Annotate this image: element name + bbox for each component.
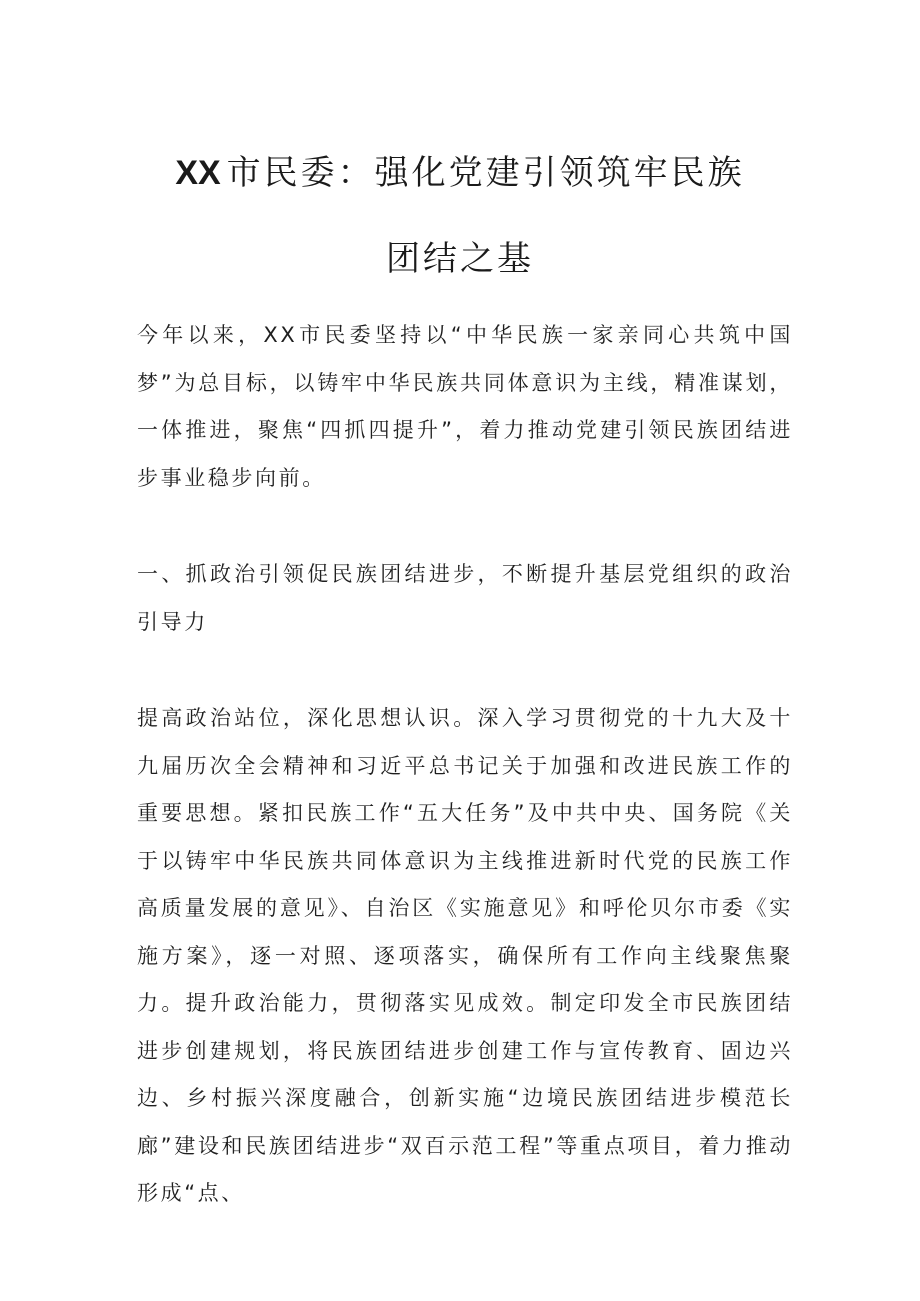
body-paragraph: 提高政治站位，深化思想认识。深入学习贯彻党的十九大及十九届历次全会精神和习近平总书记关于加强和改进民族工作的重要思想。紧扣民族工作“五大任务”及中共中央、国务院《关于以铸牢中华民族共同体意识为主线推进新时代党的民族工作高质量发展的意见》、自治区《实施意见》和呼伦贝尔市委《实施方案》，逐一对照、逐项落实，确保所有工作向主线聚焦聚力。提升政治能力，贯彻落实见成效。制定印发全市民族团结进步创建规划，将民族团结进步创建工作与宣传教育、固边兴边、乡村振兴深度融合，创新实施“边境民族团结进步模范长廊”建设和民族团结进步“双百示范工程”等重点项目，着力推动形成“点、 bbox=[137, 706, 793, 1205]
intro-paragraph: 今年以来，XX市民委坚持以“中华民族一家亲同心共筑中国梦”为总目标，以铸牢中华民族共同体意识为主线，精准谋划，一体推进，聚焦“四抓四提升”，着力推动党建引领民族团结进步事业稳步向前。 bbox=[137, 323, 793, 490]
title-line-1-text: 市民委：强化党建引领筑牢民族 bbox=[226, 153, 745, 193]
document-title-line-1 bbox=[0, 148, 920, 198]
title-prefix: XX bbox=[175, 154, 221, 192]
section-heading: 一、抓政治引领促民族团结进步，不断提升基层党组织的政治引导力 bbox=[137, 562, 793, 634]
document-title-line-2: 团结之基 bbox=[386, 239, 534, 279]
